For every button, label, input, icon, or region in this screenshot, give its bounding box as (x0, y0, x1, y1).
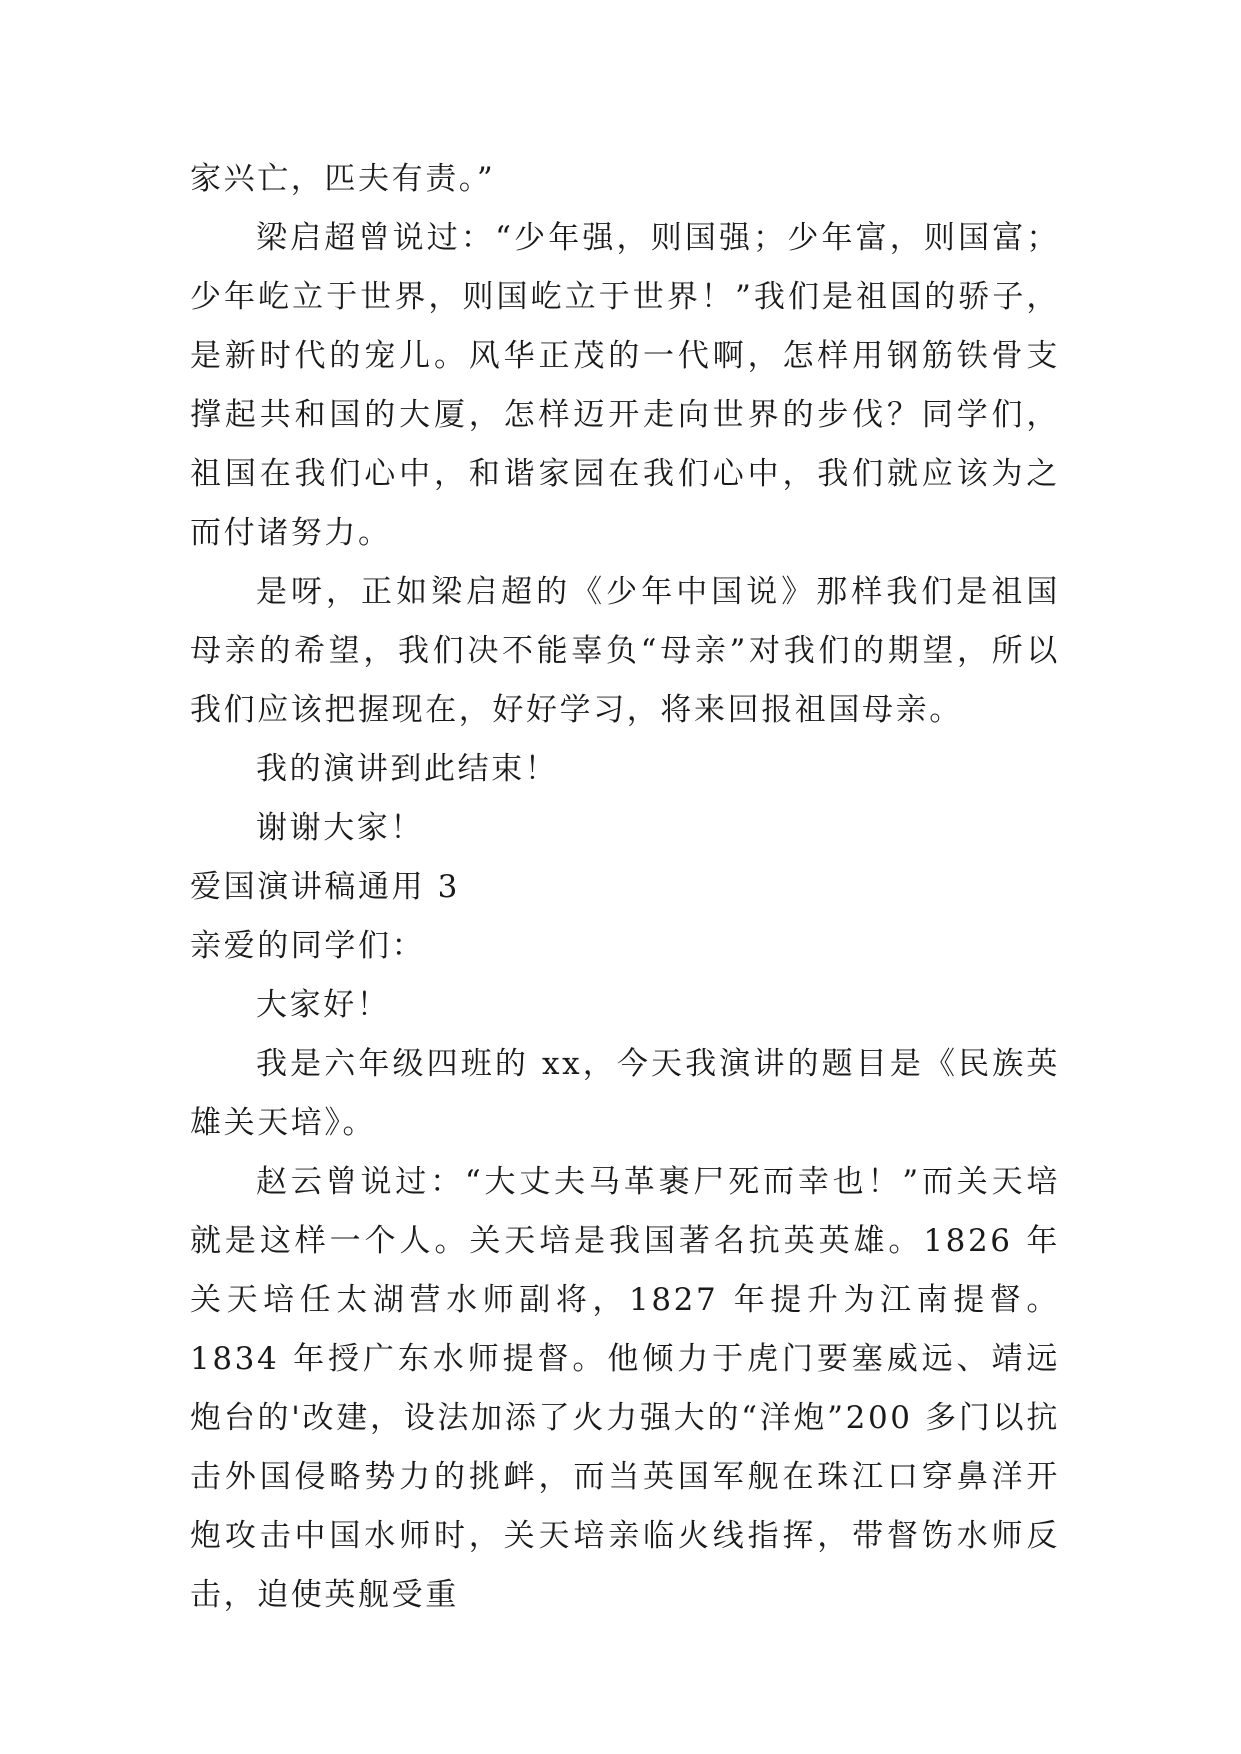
paragraph-speech-end: 我的演讲到此结束！ (256, 751, 559, 787)
paragraph-continuation: 家兴亡，匹夫有责。” (190, 161, 496, 197)
paragraph-introduction: 我是六年级四班的 xx，今天我演讲的题目是《民族英雄关天培》。 (190, 1046, 1060, 1141)
paragraph-greeting: 大家好！ (256, 987, 391, 1023)
paragraph-thanks: 谢谢大家！ (256, 810, 424, 846)
document-body (190, 150, 1060, 1625)
paragraph-guan-tianpei: 赵云曾说过：“大丈夫马革裹尸死而幸也！”而关天培就是这样一个人。关天培是我国著名抗英英雄。1826 年关天培任太湖营水师副将，1827 年提升为江南提督。1834 年授广东水师提督。他倾力于虎门要塞威远、靖远炮台的'改建，设法加添了火力强大的“洋炮”200 多门以抗击外国侵略势力的挑衅，而当英国军舰在珠江口穿鼻洋开炮攻击中国水师时，关天培亲临火线指挥，带督饬水师反击，迫使英舰受重 (190, 1164, 1060, 1613)
salutation: 亲爱的同学们： (190, 928, 426, 964)
section-title: 爱国演讲稿通用 3 (190, 869, 460, 905)
paragraph-young-china: 是呀，正如梁启超的《少年中国说》那样我们是祖国母亲的希望，我们决不能辜负“母亲”对我们的期望，所以我们应该把握现在，好好学习，将来回报祖国母亲。 (190, 574, 1060, 728)
paragraph-liang-qichao-quote: 梁启超曾说过：“少年强，则国强；少年富，则国富；少年屹立于世界，则国屹立于世界！”我们是祖国的骄子，是新时代的宠儿。风华正茂的一代啊，怎样用钢筋铁骨支撑起共和国的大厦，怎样迈开走向世界的步伐？同学们，祖国在我们心中，和谐家园在我们心中，我们就应该为之而付诸努力。 (190, 220, 1060, 551)
